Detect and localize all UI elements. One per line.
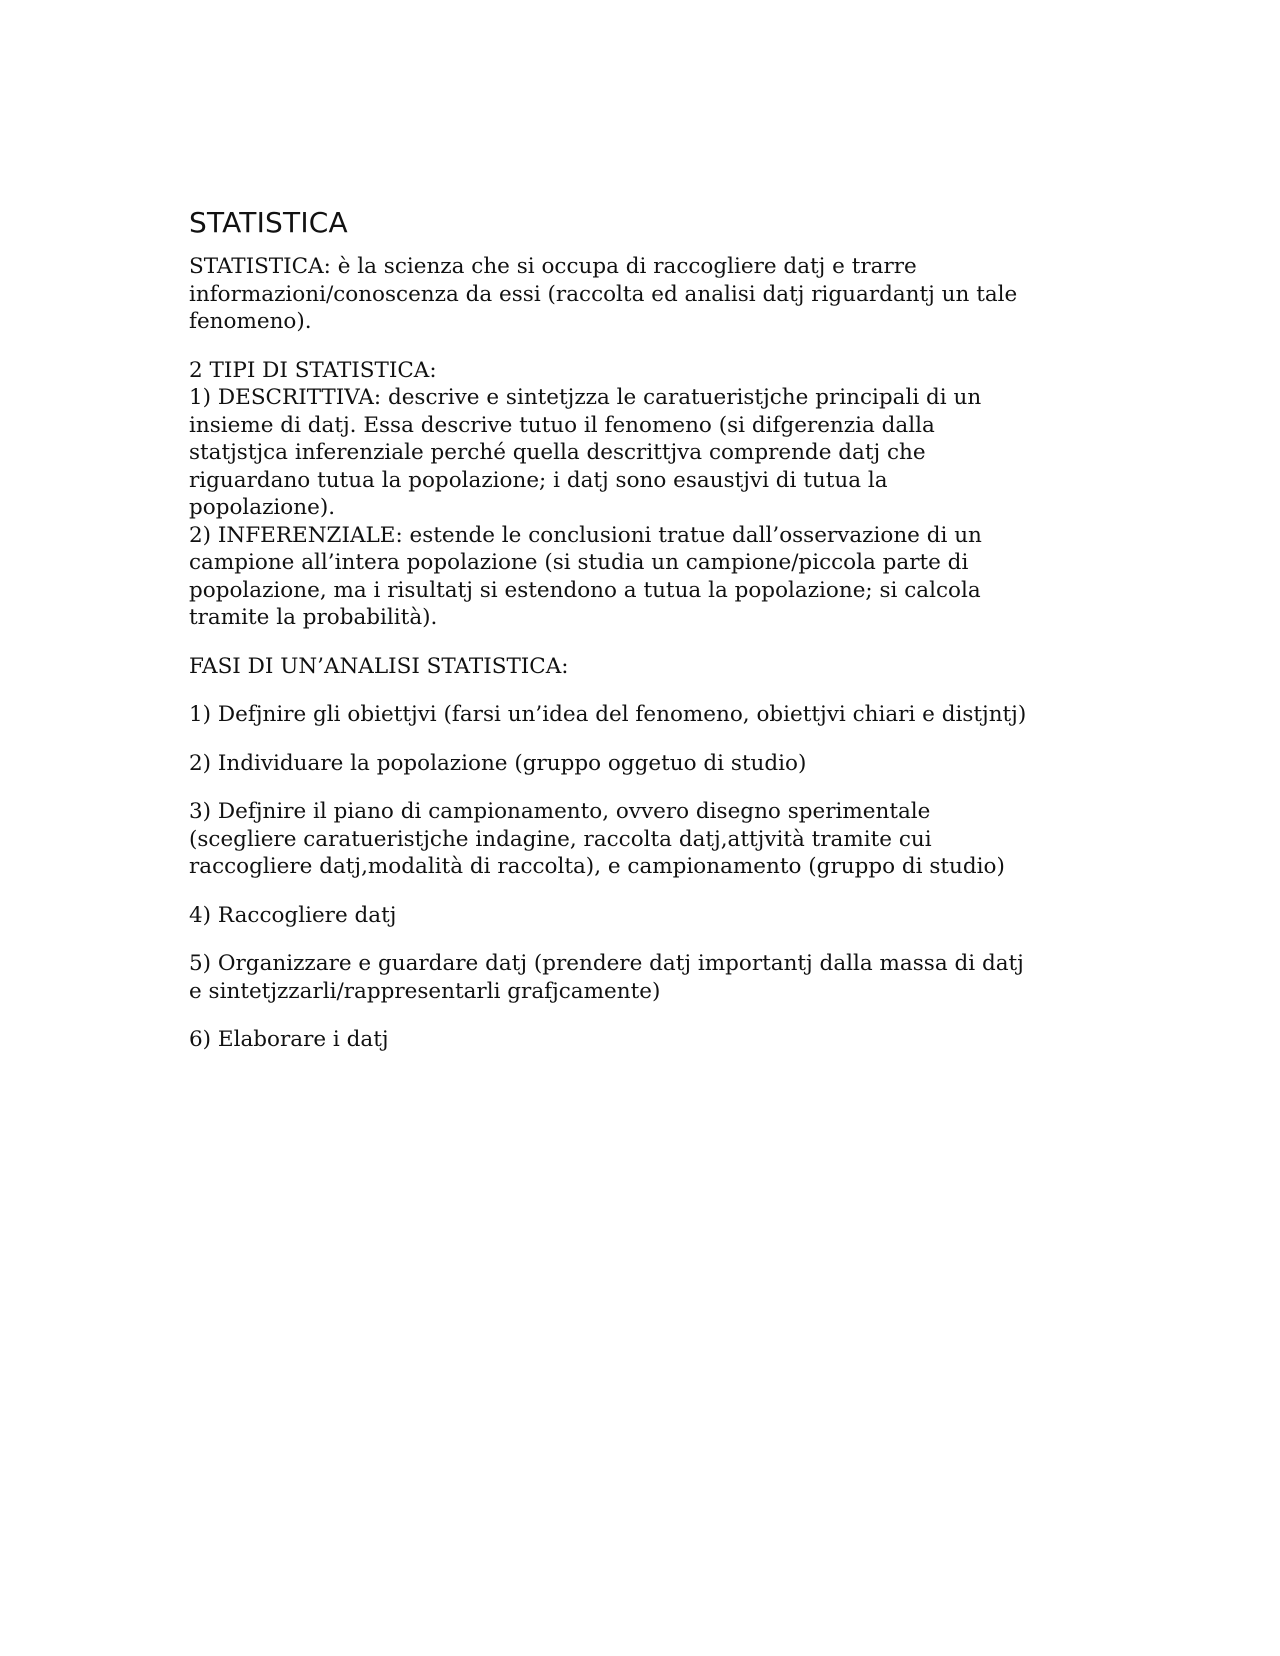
text-line: 6) Elaborare i datj xyxy=(189,1027,389,1052)
phase-4 xyxy=(189,902,1089,930)
text-line: popolazione). xyxy=(189,495,336,520)
text-line: 2 TIPI DI STATISTICA: xyxy=(189,357,437,383)
text-line: raccogliere datj,modalità di raccolta), e campionamento (gruppo di studio) xyxy=(189,854,1005,879)
phase-3 xyxy=(189,798,1089,881)
text-line: 4) Raccogliere datj xyxy=(189,902,397,928)
phase-6 xyxy=(189,1026,1089,1054)
text-line: insieme di datj. Essa descrive tutuo il fenomeno (si difgerenzia dalla xyxy=(189,412,935,438)
text-line: 2) INFERENZIALE: estende le conclusioni tratue dall’osservazione di un xyxy=(189,522,982,548)
document-body xyxy=(189,203,1089,1075)
definition-paragraph xyxy=(189,253,1089,336)
text-line: campione all’intera popolazione (si studia un campione/piccola parte di xyxy=(189,550,969,575)
phase-1 xyxy=(189,701,1089,729)
text-line: statjstjca inferenziale perché quella descrittjva comprende datj che xyxy=(189,440,926,465)
text-line: e sintetjzzarli/rappresentarli grafjcamente) xyxy=(189,978,661,1004)
text-line: popolazione, ma i risultatj si estendono a tutua la popolazione; si calcola xyxy=(189,577,981,603)
text-line: STATISTICA: è la scienza che si occupa di raccogliere datj e trarre xyxy=(189,254,917,279)
text-line: 1) DESCRITTIVA: descrive e sintetjzza le caratueristjche principali di un xyxy=(189,385,982,410)
text-line: 3) Defjnire il piano di campionamento, ovvero disegno sperimentale xyxy=(189,799,931,824)
document-title: STATISTICA xyxy=(189,206,348,239)
phase-2 xyxy=(189,750,1089,778)
statistics-types-paragraph xyxy=(189,357,1089,632)
text-line: tramite la probabilità). xyxy=(189,605,438,630)
text-line: 2) Individuare la popolazione (gruppo oggetuo di studio) xyxy=(189,750,807,776)
phase-5 xyxy=(189,950,1089,1005)
phases-heading: FASI DI UN’ANALISI STATISTICA: xyxy=(189,653,569,679)
text-line: (scegliere caratueristjche indagine, raccolta datj,attjvità tramite cui xyxy=(189,826,932,852)
text-line: fenomeno). xyxy=(189,309,312,334)
text-line: 1) Defjnire gli obiettjvi (farsi un’idea del fenomeno, obiettjvi chiari e distjntj) xyxy=(189,702,1027,727)
text-line: riguardano tutua la popolazione; i datj sono esaustjvi di tutua la xyxy=(189,467,888,493)
text-line: 5) Organizzare e guardare datj (prendere datj importantj dalla massa di datj xyxy=(189,951,1024,976)
text-line: informazioni/conoscenza da essi (raccolta ed analisi datj riguardantj un tale xyxy=(189,281,1018,307)
